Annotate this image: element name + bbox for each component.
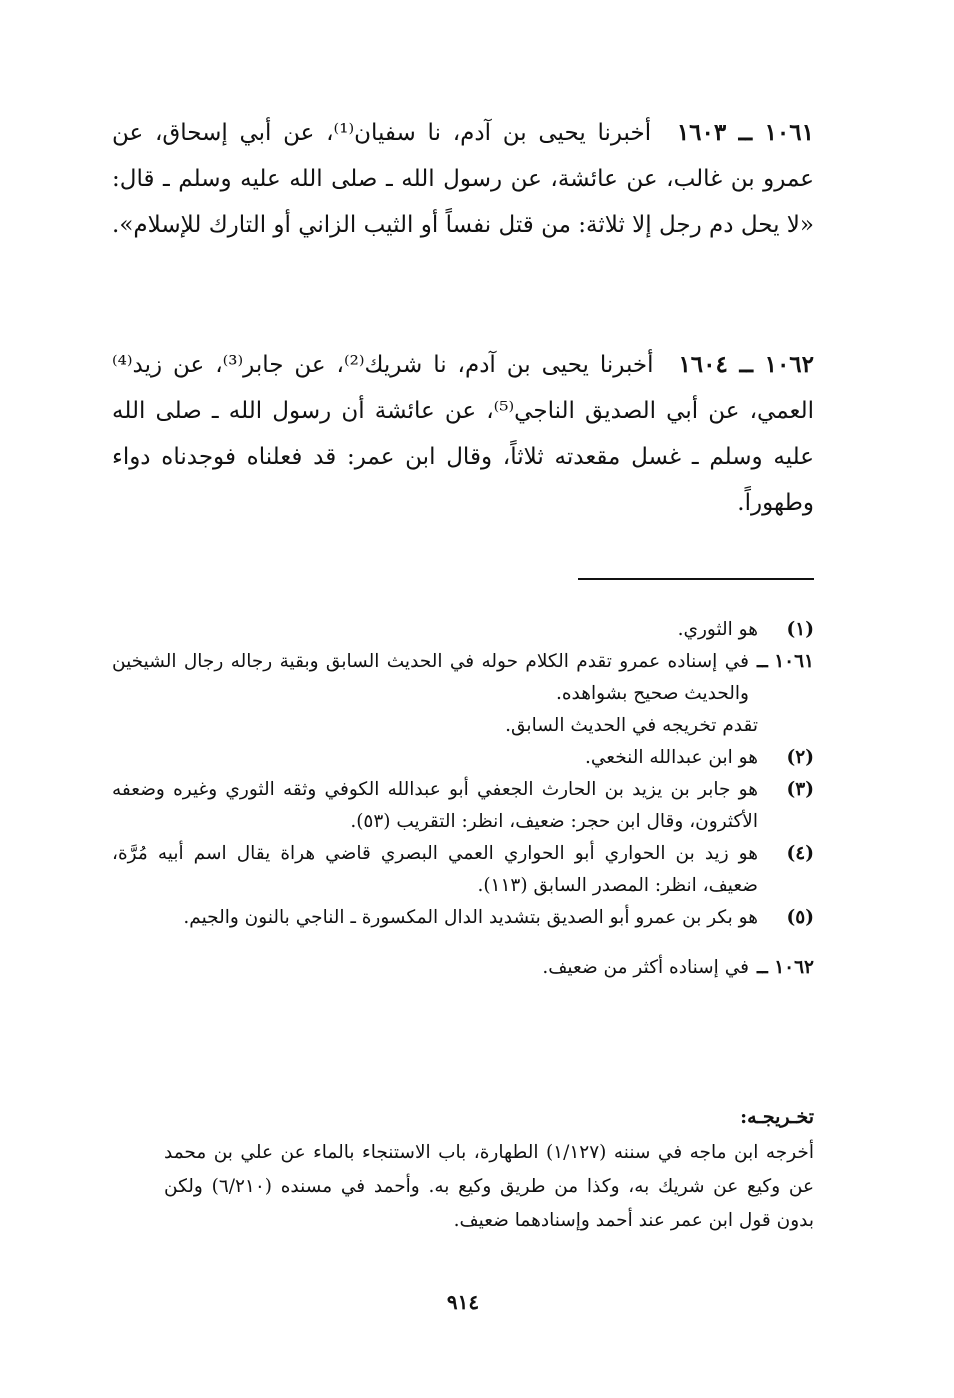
footnote-text: هو بكر بن عمرو أبو الصديق بتشديد الدال المكسورة ـ الناجي بالنون والجيم. — [183, 907, 758, 928]
hadith-1061 — [112, 110, 814, 248]
footnote-text: هو زيد بن الحواري أبو الحواري العمي البصري قاضي هراة يقال اسم أبيه مُرَّة، ضعيف، انظر: المصدر السابق (١١٣). — [112, 843, 758, 896]
footnote-5 — [112, 902, 814, 934]
footnote-text: هو ابن عبدالله النخعي. — [584, 747, 758, 768]
footnote-mark: ١٠٦١ ــ — [756, 651, 814, 672]
footnote-mark: (٢) — [786, 747, 814, 768]
footnote-text: في إسناده عمرو تقدم الكلام حوله في الحديث السابق وبقية رجاله رجال الشيخين والحديث صحيح بشواهده. — [112, 651, 749, 704]
takhrij-heading: تخـريجـه: — [740, 1106, 814, 1128]
footnote-2 — [112, 742, 814, 774]
footnote-text: هو جابر بن يزيد بن الحارث الجعفي أبو عبدالله الكوفي وثقه الثوري وغيره وضعفه الأكثرون، وقال ابن حجر: ضعيف، انظر: التقريب (٥٣). — [112, 779, 758, 832]
takhrij-text: أخرجه ابن ماجه في سننه (١/١٢٧) الطهارة، باب الاستنجاء بالماء عن علي بن محمد عن وكيع عن شريك به، وكذا من طريق وكيع به. وأحمد في مسنده (٦/٢١٠) ولكن بدون قول ابن عمر عند أحمد وإسنادهما ضعيف. — [164, 1142, 815, 1231]
footnote-hadith-1061 — [112, 646, 814, 710]
footnote-1 — [112, 614, 814, 646]
hadith-number: ١٠٦٢ ــ ١٦٠٤ — [678, 351, 815, 378]
hadith-number: ١٠٦١ ــ ١٦٠٣ — [676, 119, 814, 146]
footnote-text: تقدم تخريجه في الحديث السابق. — [505, 715, 758, 736]
page-number: ٩١٤ — [446, 1290, 480, 1314]
footnote-3 — [112, 774, 814, 838]
footnotes — [112, 614, 814, 984]
footnote-text: هو الثوري. — [677, 619, 758, 640]
footnote-divider — [578, 578, 814, 580]
footnote-mark: ١٠٦٢ ــ — [756, 957, 814, 978]
footnote-mark: (٣) — [786, 779, 814, 800]
hadith-text: أخبرنا يحيى بن آدم، نا سفيان⁽¹⁾، عن أبي إسحاق، عن عمرو بن غالب، عن عائشة، عن رسول الله ـ صلى الله عليه وسلم ـ قال: «لا يحل دم رجل إلا ثلاثة: من قتل نفساً أو الثيب الزاني أو التارك للإسلام». — [112, 120, 814, 238]
footnote-mark: (٤) — [786, 843, 814, 864]
footnote-mark: (١) — [786, 619, 814, 640]
footnote-4 — [112, 838, 814, 902]
footnote-text: في إسناده أكثر من ضعيف. — [542, 957, 749, 978]
hadith-text: أخبرنا يحيى بن آدم، نا شريك⁽²⁾، عن جابر⁽³⁾، عن زيد⁽⁴⁾ العمي، عن أبي الصديق الناجي⁽⁵⁾، عن عائشة أن رسول الله ـ صلى الله عليه وسلم ـ غسل مقعدته ثلاثاً، وقال ابن عمر: قد فعلناه فوجدناه دواء وطهوراً. — [112, 352, 814, 516]
footnote-hadith-1062 — [112, 952, 814, 984]
footnote-hadith-1061-continued — [112, 710, 814, 742]
hadith-1062 — [112, 342, 814, 526]
footnote-mark: (٥) — [786, 907, 814, 928]
